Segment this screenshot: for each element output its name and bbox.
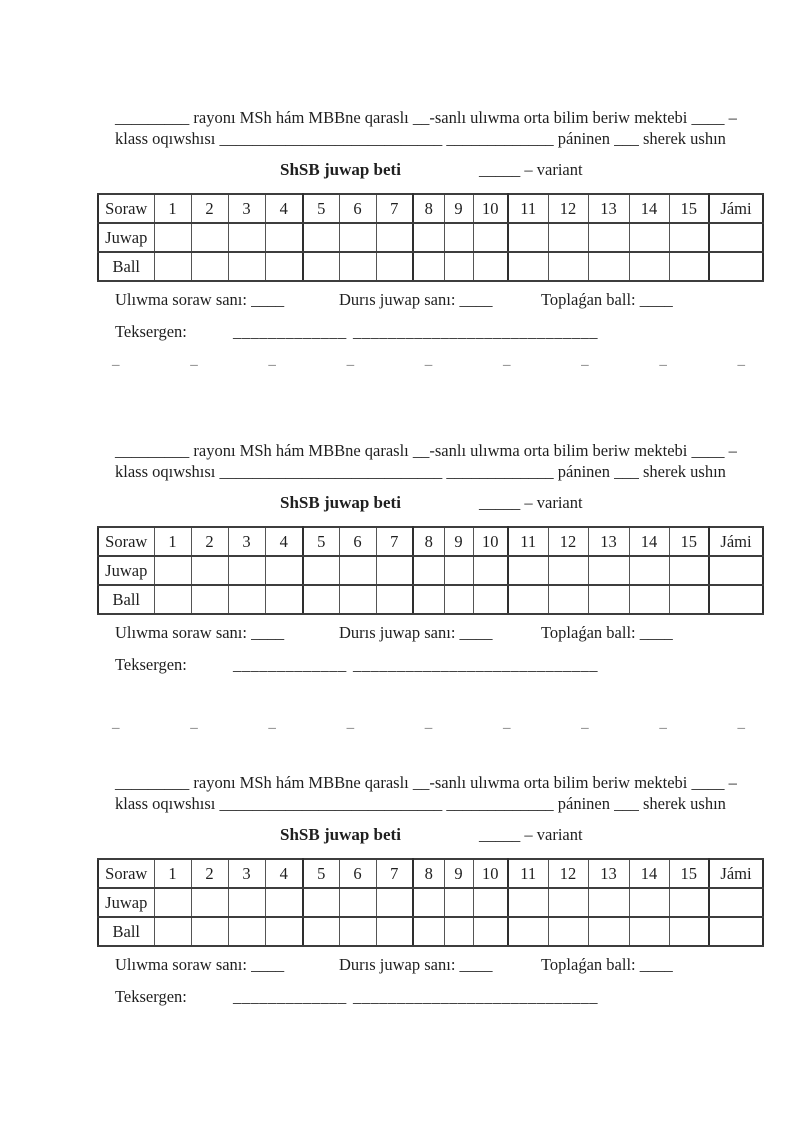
score-cell <box>228 252 265 281</box>
score-cell <box>548 252 588 281</box>
score-row <box>98 252 763 281</box>
checker-row <box>0 987 800 1005</box>
answer-cell <box>191 556 228 585</box>
cut-dash: – <box>112 719 120 736</box>
score-cell <box>339 252 376 281</box>
score-total-cell <box>709 917 763 946</box>
answer-cell <box>303 556 339 585</box>
column-header-jami: Jámi <box>709 194 763 223</box>
question-number: 14 <box>629 527 669 556</box>
question-number: 14 <box>629 859 669 888</box>
score-cell <box>376 585 413 614</box>
stats-row <box>0 623 800 641</box>
question-number: 6 <box>339 859 376 888</box>
cut-dash: – <box>659 356 667 373</box>
question-number: 7 <box>376 194 413 223</box>
question-number: 13 <box>588 194 629 223</box>
column-header-soraw: Soraw <box>98 859 154 888</box>
answer-row <box>98 556 763 585</box>
title-row <box>0 159 800 180</box>
question-number: 2 <box>191 859 228 888</box>
variant-blank: _____ – variant <box>479 825 583 844</box>
answer-cell <box>339 888 376 917</box>
score-cell <box>339 585 376 614</box>
question-number: 3 <box>228 859 265 888</box>
question-number: 8 <box>413 194 444 223</box>
question-number: 5 <box>303 859 339 888</box>
correct-answers-label: Durıs juwap sanı: ____ <box>339 955 493 974</box>
question-number: 5 <box>303 194 339 223</box>
answer-cell <box>154 888 191 917</box>
row-label-ball: Ball <box>98 917 154 946</box>
score-cell <box>376 252 413 281</box>
checker-label: Teksergen: <box>115 322 187 341</box>
score-cell <box>473 585 508 614</box>
checker-label: Teksergen: <box>115 987 187 1006</box>
cut-dash: – <box>581 719 589 736</box>
answer-cell <box>629 223 669 252</box>
answer-cell <box>548 223 588 252</box>
score-cell <box>191 585 228 614</box>
cut-dash: – <box>346 719 355 736</box>
total-questions-label: Ulıwma soraw sanı: ____ <box>115 955 285 974</box>
header-line-1: _________ rayonı MSh hám MBBne qaraslı __-sanlı ulıwma orta bilim beriw mektebi ____ – <box>115 441 737 460</box>
header-line-2: klass oqıwshısı ___________________________ _____________ páninen ___ sherek ushın <box>115 129 726 148</box>
question-number: 12 <box>548 527 588 556</box>
answer-form-section-1 <box>0 107 800 340</box>
answer-total-cell <box>709 556 763 585</box>
answer-cell <box>444 556 473 585</box>
answer-cell <box>376 556 413 585</box>
cut-dash: – <box>659 719 667 736</box>
score-cell <box>154 917 191 946</box>
row-label-juwap: Juwap <box>98 888 154 917</box>
score-cell <box>413 252 444 281</box>
answer-cell <box>444 223 473 252</box>
question-number: 6 <box>339 194 376 223</box>
answer-cell <box>228 223 265 252</box>
answer-cell <box>413 223 444 252</box>
correct-answers-label: Durıs juwap sanı: ____ <box>339 623 493 642</box>
answer-table <box>97 193 764 282</box>
score-cell <box>265 252 303 281</box>
answer-cell <box>588 888 629 917</box>
question-number: 7 <box>376 527 413 556</box>
score-cell <box>588 585 629 614</box>
answer-cell <box>669 223 709 252</box>
question-number: 9 <box>444 194 473 223</box>
cut-line-1 <box>112 356 745 374</box>
score-cell <box>265 585 303 614</box>
row-label-juwap: Juwap <box>98 223 154 252</box>
column-header-jami: Jámi <box>709 527 763 556</box>
question-number: 6 <box>339 527 376 556</box>
answer-cell <box>303 888 339 917</box>
score-row <box>98 585 763 614</box>
score-cell <box>508 585 548 614</box>
header-line-2: klass oqıwshısı ___________________________ _____________ páninen ___ sherek ushın <box>115 794 726 813</box>
score-cell <box>669 585 709 614</box>
score-cell <box>669 252 709 281</box>
answer-cell <box>191 223 228 252</box>
score-total-cell <box>709 252 763 281</box>
answer-cell <box>265 556 303 585</box>
score-cell <box>508 252 548 281</box>
answer-cell <box>669 888 709 917</box>
header-line-2: klass oqıwshısı ___________________________ _____________ páninen ___ sherek ushın <box>115 462 726 481</box>
answer-cell <box>228 888 265 917</box>
row-label-juwap: Juwap <box>98 556 154 585</box>
column-header-soraw: Soraw <box>98 527 154 556</box>
cut-dash: – <box>424 356 433 373</box>
cut-dash: – <box>268 356 276 373</box>
stats-row <box>0 290 800 308</box>
question-number: 10 <box>473 859 508 888</box>
answer-total-cell <box>709 888 763 917</box>
answer-cell <box>548 888 588 917</box>
question-number: 4 <box>265 859 303 888</box>
question-number: 14 <box>629 194 669 223</box>
score-cell <box>376 917 413 946</box>
checker-name-blank: ____________________________ <box>353 987 598 1006</box>
score-cell <box>629 917 669 946</box>
answer-cell <box>669 556 709 585</box>
answer-cell <box>548 556 588 585</box>
column-header-soraw: Soraw <box>98 194 154 223</box>
question-number: 4 <box>265 527 303 556</box>
score-cell <box>444 585 473 614</box>
answer-cell <box>629 556 669 585</box>
checker-signature-blank: _____________ <box>233 322 347 341</box>
answer-cell <box>629 888 669 917</box>
row-label-ball: Ball <box>98 252 154 281</box>
answer-cell <box>508 223 548 252</box>
variant-blank: _____ – variant <box>479 160 583 179</box>
cut-dash: – <box>502 356 511 373</box>
answer-form-section-2 <box>0 440 800 673</box>
cut-line-2 <box>112 719 745 737</box>
score-cell <box>588 917 629 946</box>
question-number: 2 <box>191 527 228 556</box>
score-cell <box>413 917 444 946</box>
score-cell <box>191 252 228 281</box>
cut-dash: – <box>346 356 355 373</box>
total-questions-label: Ulıwma soraw sanı: ____ <box>115 290 285 309</box>
cut-dash: – <box>737 719 745 736</box>
answer-cell <box>376 888 413 917</box>
score-cell <box>629 252 669 281</box>
score-cell <box>508 917 548 946</box>
question-number: 12 <box>548 859 588 888</box>
answer-cell <box>473 888 508 917</box>
answer-cell <box>339 223 376 252</box>
answer-cell <box>265 223 303 252</box>
question-number: 3 <box>228 527 265 556</box>
score-cell <box>548 917 588 946</box>
cut-dash: – <box>424 719 433 736</box>
question-number: 11 <box>508 194 548 223</box>
cut-dash: – <box>268 719 276 736</box>
answer-total-cell <box>709 223 763 252</box>
answer-table <box>97 526 764 615</box>
answer-cell <box>228 556 265 585</box>
row-label-ball: Ball <box>98 585 154 614</box>
score-cell <box>265 917 303 946</box>
stats-row <box>0 955 800 973</box>
score-cell <box>154 585 191 614</box>
answer-cell <box>508 888 548 917</box>
answer-cell <box>473 556 508 585</box>
answer-cell <box>473 223 508 252</box>
checker-row <box>0 322 800 340</box>
question-number: 7 <box>376 859 413 888</box>
checker-signature-blank: _____________ <box>233 655 347 674</box>
header-line-1: _________ rayonı MSh hám MBBne qaraslı __-sanlı ulıwma orta bilim beriw mektebi ____ – <box>115 108 737 127</box>
question-number: 1 <box>154 194 191 223</box>
cut-dash: – <box>737 356 745 373</box>
question-number: 8 <box>413 859 444 888</box>
score-cell <box>444 252 473 281</box>
form-title: ShSB juwap beti <box>280 493 401 512</box>
score-label: Toplaǵan ball: ____ <box>541 955 673 974</box>
score-cell <box>303 585 339 614</box>
answer-cell <box>588 556 629 585</box>
question-number-row <box>98 194 763 223</box>
question-number: 13 <box>588 859 629 888</box>
score-cell <box>191 917 228 946</box>
question-number: 4 <box>265 194 303 223</box>
score-cell <box>548 585 588 614</box>
answer-row <box>98 223 763 252</box>
question-number: 10 <box>473 527 508 556</box>
answer-table <box>97 858 764 947</box>
question-number: 12 <box>548 194 588 223</box>
score-cell <box>473 917 508 946</box>
question-number: 10 <box>473 194 508 223</box>
answer-cell <box>339 556 376 585</box>
answer-cell <box>191 888 228 917</box>
score-cell <box>228 917 265 946</box>
question-number: 1 <box>154 527 191 556</box>
cut-dash: – <box>112 356 120 373</box>
form-title: ShSB juwap beti <box>280 825 401 844</box>
answer-cell <box>303 223 339 252</box>
answer-cell <box>376 223 413 252</box>
answer-cell <box>444 888 473 917</box>
answer-form-section-3 <box>0 772 800 1005</box>
title-row <box>0 824 800 845</box>
question-number: 9 <box>444 859 473 888</box>
variant-blank: _____ – variant <box>479 493 583 512</box>
checker-signature-blank: _____________ <box>233 987 347 1006</box>
score-cell <box>228 585 265 614</box>
score-total-cell <box>709 585 763 614</box>
score-cell <box>303 252 339 281</box>
header-line-1: _________ rayonı MSh hám MBBne qaraslı __-sanlı ulıwma orta bilim beriw mektebi ____ – <box>115 773 737 792</box>
question-number: 15 <box>669 194 709 223</box>
cut-dash: – <box>190 356 198 373</box>
answer-cell <box>508 556 548 585</box>
cut-dash: – <box>502 719 511 736</box>
question-number: 1 <box>154 859 191 888</box>
score-label: Toplaǵan ball: ____ <box>541 623 673 642</box>
score-cell <box>473 252 508 281</box>
question-number-row <box>98 527 763 556</box>
question-number: 8 <box>413 527 444 556</box>
score-label: Toplaǵan ball: ____ <box>541 290 673 309</box>
title-row <box>0 492 800 513</box>
column-header-jami: Jámi <box>709 859 763 888</box>
checker-label: Teksergen: <box>115 655 187 674</box>
question-number: 11 <box>508 859 548 888</box>
checker-name-blank: ____________________________ <box>353 655 598 674</box>
checker-name-blank: ____________________________ <box>353 322 598 341</box>
question-number: 15 <box>669 859 709 888</box>
total-questions-label: Ulıwma soraw sanı: ____ <box>115 623 285 642</box>
answer-row <box>98 888 763 917</box>
answer-cell <box>265 888 303 917</box>
question-number-row <box>98 859 763 888</box>
question-number: 15 <box>669 527 709 556</box>
score-cell <box>154 252 191 281</box>
correct-answers-label: Durıs juwap sanı: ____ <box>339 290 493 309</box>
answer-cell <box>154 223 191 252</box>
score-cell <box>339 917 376 946</box>
score-cell <box>588 252 629 281</box>
score-row <box>98 917 763 946</box>
question-number: 3 <box>228 194 265 223</box>
score-cell <box>444 917 473 946</box>
question-number: 5 <box>303 527 339 556</box>
answer-cell <box>413 556 444 585</box>
checker-row <box>0 655 800 673</box>
answer-cell <box>588 223 629 252</box>
score-cell <box>629 585 669 614</box>
answer-cell <box>413 888 444 917</box>
question-number: 9 <box>444 527 473 556</box>
score-cell <box>413 585 444 614</box>
question-number: 13 <box>588 527 629 556</box>
score-cell <box>303 917 339 946</box>
answer-cell <box>154 556 191 585</box>
cut-dash: – <box>190 719 198 736</box>
question-number: 2 <box>191 194 228 223</box>
form-title: ShSB juwap beti <box>280 160 401 179</box>
question-number: 11 <box>508 527 548 556</box>
score-cell <box>669 917 709 946</box>
cut-dash: – <box>581 356 589 373</box>
